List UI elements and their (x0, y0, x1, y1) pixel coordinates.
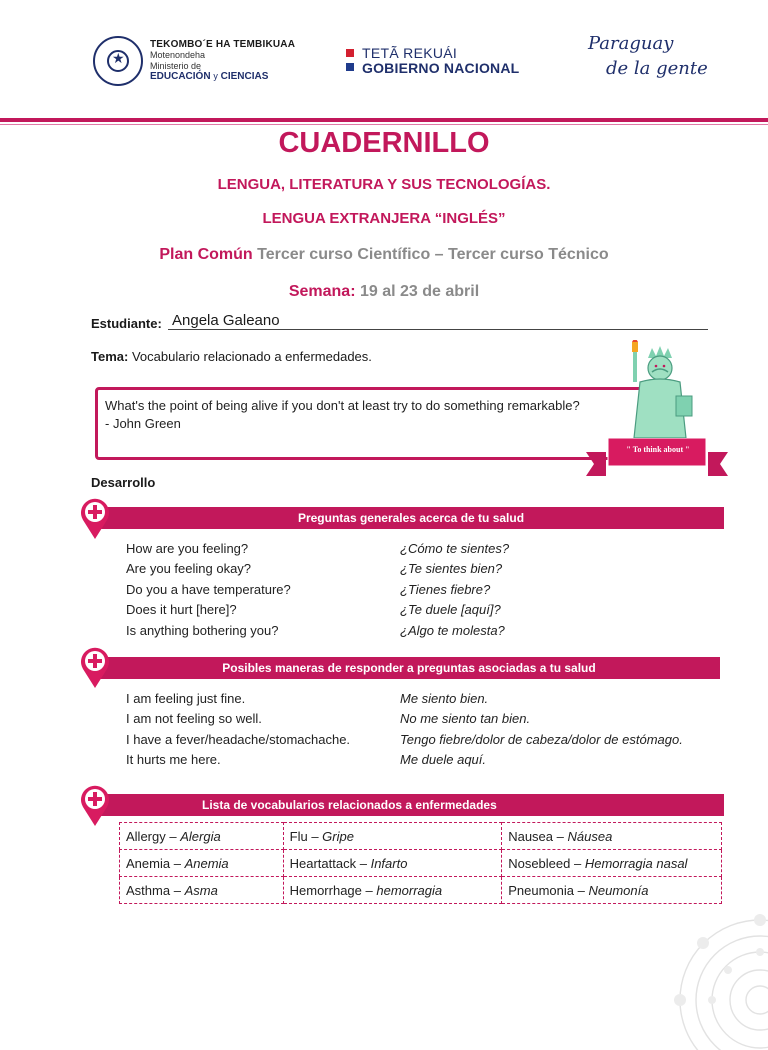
mec-ciencias: CIENCIAS (220, 71, 269, 82)
q-es-1 (400, 541, 509, 556)
vocab-es: hemorragia (376, 882, 443, 898)
semana-label: Semana: (288, 283, 356, 300)
q-es-2-text: ¿Te sientes bien? (400, 561, 503, 576)
q-es-5 (400, 623, 505, 638)
a-es-3 (400, 732, 683, 747)
q-en-4: Does it hurt [here]? (126, 602, 237, 617)
vocab-en: Nosebleed (508, 855, 571, 871)
mec-name-guarani: TEKOMBO´E HA TEMBIKUAA (150, 39, 296, 50)
brand-paraguay: Paraguay (588, 33, 674, 54)
section1-band: Preguntas generales acerca de tu salud (98, 507, 724, 529)
quote-author: - John Green (105, 416, 181, 431)
plan-label: Plan Común (159, 246, 253, 263)
tema-label: Tema: (91, 349, 129, 364)
a-es-1-text: Me siento bien. (400, 691, 489, 706)
vocab-es: Alergia (180, 828, 221, 844)
subject-title: LENGUA, LITERATURA Y SUS TECNOLOGÍAS. (217, 176, 551, 193)
table-row (120, 877, 722, 904)
estudiante-label: Estudiante: (91, 316, 162, 331)
vocab-dash: – (573, 855, 582, 871)
tema-line (91, 349, 372, 364)
semana-value: 19 al 23 de abril (359, 283, 480, 300)
vocab-table (119, 822, 722, 904)
vocab-en: Hemorrhage (289, 882, 362, 898)
vocab-es: Asma (184, 882, 218, 898)
q-es-4 (400, 602, 501, 617)
q-es-3 (400, 582, 490, 597)
a-es-3-text: Tengo fiebre/dolor de cabeza/dolor de estómago. (400, 732, 683, 747)
subject-subtitle: LENGUA EXTRANJERA “INGLÉS” (262, 210, 506, 227)
gov-name-guarani: TETÃ REKUÁI (362, 45, 458, 61)
vocab-en: Nausea (508, 828, 554, 844)
gov-red-square-icon (346, 49, 354, 57)
vocab-dash: – (556, 828, 564, 844)
vocab-dash: – (359, 855, 367, 871)
vocab-dash: – (311, 828, 319, 844)
estudiante-underline (168, 329, 708, 330)
vocab-es: Anemia (184, 855, 229, 871)
a-en-1: I am feeling just fine. (126, 691, 246, 706)
header-divider (0, 118, 768, 122)
vocab-dash: – (173, 855, 181, 871)
a-es-2 (400, 711, 530, 726)
vocab-dash: – (365, 882, 373, 898)
vocab-cell (502, 823, 722, 850)
table-row (120, 850, 722, 877)
mec-y: y (213, 71, 218, 81)
vocab-en: Pneumonia (508, 882, 574, 898)
vocab-en: Heartattack (289, 855, 357, 871)
mec-ministerio-label: Ministerio de (150, 61, 202, 71)
estudiante-field[interactable]: Angela Galeano (172, 312, 280, 329)
statue-of-liberty-icon (626, 340, 706, 440)
vocab-cell (283, 823, 502, 850)
vocab-es: Hemorragia nasal (584, 855, 688, 871)
header-divider-thin (0, 124, 768, 125)
q-en-3: Do you a have temperature? (126, 582, 291, 597)
vocab-en: Asthma (126, 882, 171, 898)
q-es-2 (400, 561, 502, 576)
mec-name-spanish (150, 71, 268, 82)
vocab-en: Flu (289, 828, 308, 844)
q-es-1-text: ¿Cómo te sientes? (400, 541, 510, 556)
vocab-dash: – (577, 882, 585, 898)
gov-blue-square-icon (346, 63, 354, 71)
medical-pin-icon (79, 496, 111, 540)
q-es-5-text: ¿Algo te molesta? (400, 623, 505, 638)
a-en-3: I have a fever/headache/stomachache. (126, 732, 351, 747)
vocab-en: Allergy (126, 828, 166, 844)
section2-band: Posibles maneras de responder a preguntas asociadas a tu salud (98, 657, 720, 679)
a-en-4: It hurts me here. (126, 752, 221, 767)
ribbon-label: " To think about " (626, 445, 690, 454)
q-es-3-text: ¿Tienes fiebre? (400, 582, 491, 597)
medical-pin-icon (79, 645, 111, 689)
vocab-dash: – (173, 882, 181, 898)
mec-subtitle-guarani: Motenondeha (150, 50, 206, 60)
vocab-dash: – (169, 828, 177, 844)
medical-pin-icon (79, 783, 111, 827)
vocab-cell (283, 850, 502, 877)
page-title: CUADERNILLO (278, 127, 490, 159)
vocab-cell (120, 877, 284, 904)
brand-de-la-gente: de la gente (606, 58, 708, 79)
gov-name-spanish: GOBIERNO NACIONAL (362, 60, 520, 76)
section3-band: Lista de vocabularios relacionados a enfermedades (98, 794, 724, 816)
vocab-cell (120, 823, 284, 850)
plan-value: Tercer curso Científico – Tercer curso Técnico (257, 246, 609, 263)
a-en-2: I am not feeling so well. (126, 711, 262, 726)
vocab-es: Gripe (322, 828, 354, 844)
lace-decoration-icon (640, 880, 768, 1050)
tema-value: Vocabulario relacionado a enfermedades. (131, 349, 372, 364)
q-es-4-text: ¿Te duele [aquí]? (400, 602, 501, 617)
q-en-1: How are you feeling? (126, 541, 249, 556)
vocab-es: Neumonía (588, 882, 649, 898)
vocab-en: Anemia (126, 855, 171, 871)
vocab-es: Náusea (567, 828, 613, 844)
mec-educacion: EDUCACIÓN (150, 71, 211, 82)
vocab-es: Infarto (370, 855, 408, 871)
q-en-2: Are you feeling okay? (126, 561, 252, 576)
a-es-4-text: Me duele aquí. (400, 752, 487, 767)
desarrollo-heading: Desarrollo (91, 475, 156, 490)
vocab-cell (283, 877, 502, 904)
semana-line (0, 283, 768, 301)
table-row (120, 823, 722, 850)
quote-text: What's the point of being alive if you don't at least try to do something remarkable? (105, 398, 580, 413)
vocab-cell (502, 850, 722, 877)
a-es-1 (400, 691, 488, 706)
vocab-cell (120, 850, 284, 877)
a-es-4 (400, 752, 486, 767)
plan-line (0, 246, 768, 264)
paraguay-seal-icon: ★ (93, 36, 143, 86)
a-es-2-text: No me siento tan bien. (400, 711, 531, 726)
q-en-5: Is anything bothering you? (126, 623, 279, 638)
